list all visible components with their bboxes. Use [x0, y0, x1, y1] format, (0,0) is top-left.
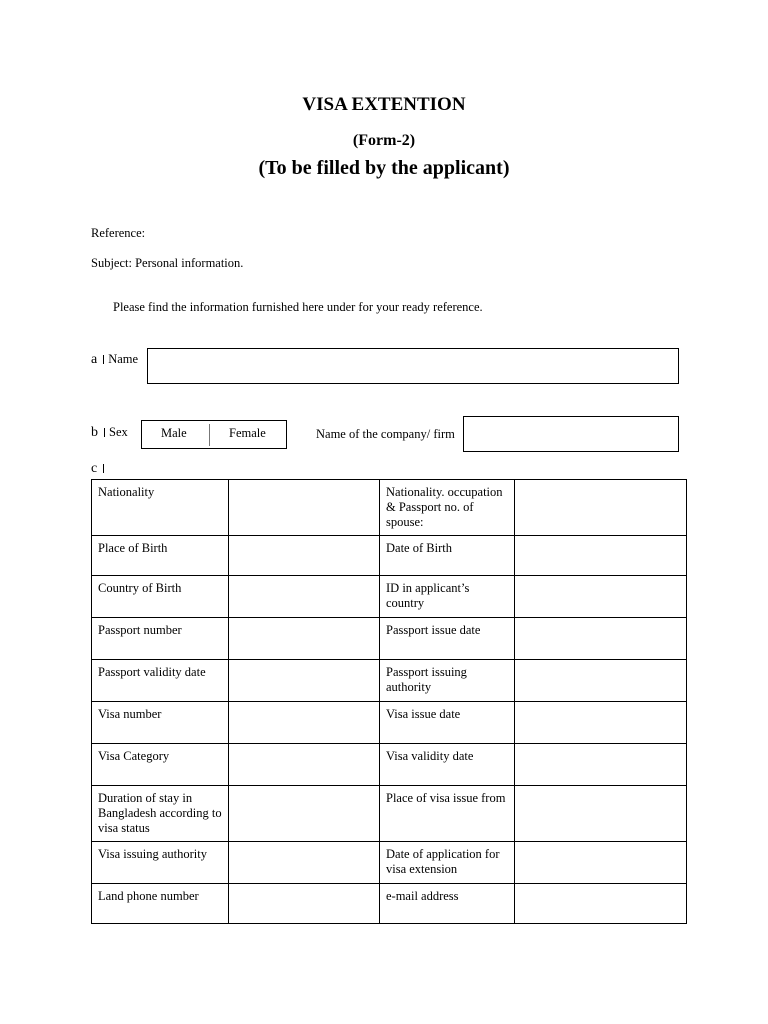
field-value-application-date[interactable] [515, 842, 687, 884]
field-label-passport-authority: Passport issuing authority [380, 660, 515, 702]
table-row [92, 618, 687, 660]
field-value-applicant-id[interactable] [515, 576, 687, 618]
field-label-nationality: Nationality [92, 480, 229, 536]
field-label-date-of-birth: Date of Birth [380, 536, 515, 576]
form-subtitle: (To be filled by the applicant) [258, 157, 510, 179]
field-label-visa-validity: Visa validity date [380, 744, 515, 786]
table-row [92, 536, 687, 576]
section-a-marker [91, 352, 138, 368]
name-label: Name [108, 352, 139, 366]
table-row [92, 702, 687, 744]
field-value-country-of-birth[interactable] [229, 576, 380, 618]
field-label-visa-authority: Visa issuing authority [92, 842, 229, 884]
field-label-visa-number: Visa number [92, 702, 229, 744]
field-label-spouse-info: Nationality. occupation & Passport no. of spouse: [380, 480, 515, 536]
field-label-application-date: Date of application for visa extension [380, 842, 515, 884]
table-row [92, 660, 687, 702]
table-row [92, 786, 687, 842]
table-row [92, 842, 687, 884]
name-input-box[interactable] [147, 348, 679, 384]
form-title: VISA EXTENTION [302, 94, 466, 115]
table-row [92, 480, 687, 536]
company-input-box[interactable] [463, 416, 679, 452]
field-value-passport-number[interactable] [229, 618, 380, 660]
field-label-visa-category: Visa Category [92, 744, 229, 786]
field-label-duration-of-stay: Duration of stay in Bangladesh according to visa status [92, 786, 229, 842]
field-value-email[interactable] [515, 884, 687, 924]
section-b-letter: b [91, 425, 98, 440]
field-value-place-of-birth[interactable] [229, 536, 380, 576]
field-value-visa-category[interactable] [229, 744, 380, 786]
field-label-passport-issue-date: Passport issue date [380, 618, 515, 660]
sex-option-female[interactable]: Female [229, 426, 266, 440]
table-row [92, 576, 687, 618]
field-label-email: e-mail address [380, 884, 515, 924]
field-value-passport-validity[interactable] [229, 660, 380, 702]
field-label-visa-issue-place: Place of visa issue from [380, 786, 515, 842]
field-label-visa-issue-date: Visa issue date [380, 702, 515, 744]
section-c-letter: c [91, 461, 98, 476]
field-value-duration-of-stay[interactable] [229, 786, 380, 842]
sex-selector [141, 420, 287, 449]
field-label-passport-validity: Passport validity date [92, 660, 229, 702]
field-label-land-phone: Land phone number [92, 884, 229, 924]
sex-label: Sex [109, 425, 128, 439]
field-value-nationality[interactable] [229, 480, 380, 536]
subject-line: Subject: Personal information. [91, 256, 244, 270]
intro-text: Please find the information furnished here under for your ready reference. [113, 300, 483, 314]
field-value-passport-authority[interactable] [515, 660, 687, 702]
field-value-visa-validity[interactable] [515, 744, 687, 786]
field-value-visa-issue-place[interactable] [515, 786, 687, 842]
section-b-marker [91, 425, 128, 441]
field-value-land-phone[interactable] [229, 884, 380, 924]
section-a-letter: a [91, 352, 98, 367]
field-label-place-of-birth: Place of Birth [92, 536, 229, 576]
personal-info-table [91, 479, 687, 924]
field-value-date-of-birth[interactable] [515, 536, 687, 576]
field-value-visa-issue-date[interactable] [515, 702, 687, 744]
section-c-marker [91, 461, 108, 477]
field-value-visa-number[interactable] [229, 702, 380, 744]
form-number: (Form-2) [352, 132, 416, 149]
field-value-spouse-info[interactable] [515, 480, 687, 536]
table-row [92, 744, 687, 786]
field-value-passport-issue-date[interactable] [515, 618, 687, 660]
reference-label: Reference: [91, 226, 146, 240]
sex-divider [209, 424, 210, 446]
field-label-applicant-id: ID in applicant’s country [380, 576, 515, 618]
field-label-country-of-birth: Country of Birth [92, 576, 229, 618]
sex-option-male[interactable]: Male [161, 426, 187, 440]
company-label: Name of the company/ firm [316, 427, 455, 441]
field-label-passport-number: Passport number [92, 618, 229, 660]
field-value-visa-authority[interactable] [229, 842, 380, 884]
table-row [92, 884, 687, 924]
